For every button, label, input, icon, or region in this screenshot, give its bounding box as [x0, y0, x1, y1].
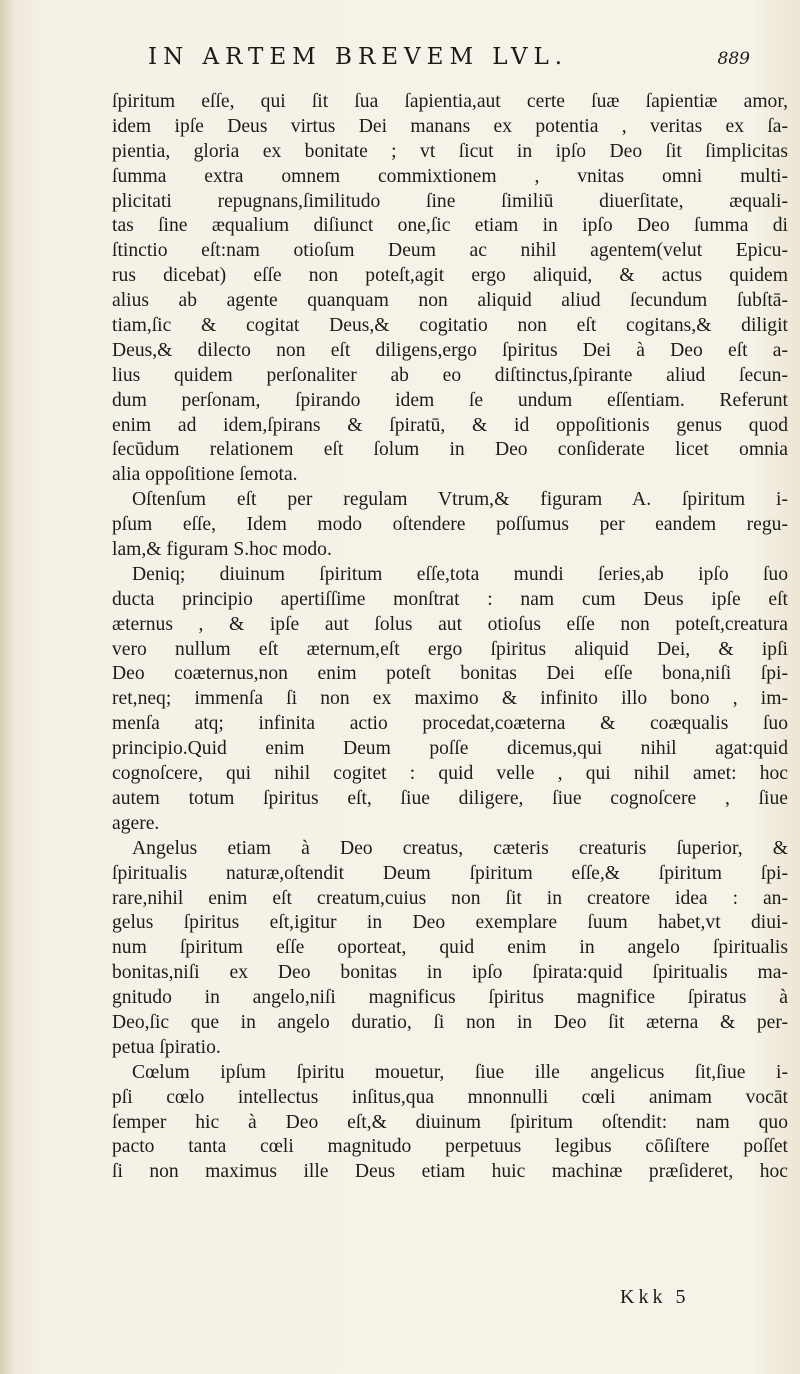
text-line: ducta principio apertiſſime monſtrat : nam cum Deus ipſe eſt: [112, 588, 788, 610]
text-line: pientia, gloria ex bonitate ; vt ſicut in ipſo Deo ſit ſimplicitas: [112, 140, 788, 162]
page-header: [148, 44, 768, 84]
text-line: gnitudo in angelo,niſi magnificus ſpiritus magnifice ſpiratus à: [112, 987, 788, 1009]
text-line: rus dicebat) eſſe non poteſt,agit ergo aliquid, & actus quidem: [112, 265, 788, 287]
text-line: vero nullum eſt æternum,eſt ergo ſpiritus aliquid Dei, & ipſi: [112, 638, 788, 660]
text-line: cognoſcere, qui nihil cogitet : quid velle , qui nihil amet: hoc: [112, 763, 788, 785]
text-line: ſtinctio eſt:nam otioſum Deum ac nihil agentem(velut Epicu-: [112, 240, 788, 262]
text-line: Deo,ſic que in angelo duratio, ſi non in Deo ſit æterna & per-: [112, 1011, 788, 1033]
text-line: ſecūdum relationem eſt ſolum in Deo conſiderate licet omnia: [112, 439, 788, 461]
text-line: ſpiritum eſſe, qui ſit ſua ſapientia,aut certe ſuæ ſapientiæ amor,: [112, 91, 788, 112]
text-line: pſi cœlo intellectus inſitus,qua mnonnulli cœli animam vocāt: [112, 1086, 788, 1108]
text-line: Angelus etiam à Deo creatus, cæteris creaturis ſuperior, &: [132, 837, 788, 859]
text-line: petua ſpiratio.: [112, 1036, 221, 1058]
text-line: principio.Quid enim Deum poſſe dicemus,qui nihil agat:quid: [112, 738, 788, 760]
text-line: plicitati repugnans,ſimilitudo ſine ſimiliū diuerſitate, æquali-: [112, 190, 788, 212]
text-line: ſi non maximus ille Deus etiam huic machinæ præſideret, hoc: [112, 1161, 788, 1183]
text-line: Oſtenſum eſt per regulam Vtrum,& figuram A. ſpiritum i-: [132, 489, 788, 511]
text-line: num ſpiritum eſſe oporteat, quid enim in angelo ſpiritualis: [112, 937, 788, 959]
signature-mark: Kkk 5: [620, 1286, 690, 1308]
text-line: menſa atq; infinita actio procedat,coæterna & coæqualis ſuo: [112, 713, 788, 735]
page-gutter: [0, 0, 14, 1374]
text-line: ret,neq; immenſa ſi non ex maximo & infinito illo bono , im-: [112, 688, 788, 710]
text-line: tas ſine æqualium diſiunct one,ſic etiam in ipſo Deo ſumma di: [112, 215, 788, 237]
text-line: alius ab agente quanquam non aliquid aliud ſecundum ſubſtā-: [112, 290, 788, 312]
running-title: IN ARTEM BREVEM LVL.: [148, 44, 569, 70]
text-line: bonitas,niſi ex Deo bonitas in ipſo ſpirata:quid ſpiritualis ma-: [112, 962, 788, 984]
text-line: ſpiritualis naturæ,oſtendit Deum ſpiritum eſſe,& ſpiritum ſpi-: [112, 862, 788, 884]
text-line: Deniq; diuinum ſpiritum eſſe,tota mundi ſeries,ab ipſo ſuo: [132, 563, 788, 585]
text-line: enim ad idem,ſpirans & ſpiratū, & id oppoſitionis genus quod: [112, 414, 788, 436]
text-line: alia oppoſitione ſemota.: [112, 464, 298, 486]
text-line: agere.: [112, 812, 160, 834]
text-line: ſemper hic à Deo eſt,& diuinum ſpiritum oſtendit: nam quo: [112, 1111, 788, 1133]
text-line: lius quidem perſonaliter ab eo diſtinctus,ſpirante aliud ſecun-: [112, 364, 788, 386]
text-line: Cœlum ipſum ſpiritu mouetur, ſiue ille angelicus ſit,ſiue i-: [132, 1061, 788, 1083]
text-line: lam,& figuram S.hoc modo.: [112, 539, 332, 561]
text-line: pſum eſſe, Idem modo oſtendere poſſumus per eandem regu-: [112, 514, 788, 536]
text-line: rare,nihil enim eſt creatum,cuius non ſit in creatore idea : an-: [112, 887, 788, 909]
text-line: gelus ſpiritus eſt,igitur in Deo exemplare ſuum habet,vt diui-: [112, 912, 788, 934]
text-line: Deo coæternus,non enim poteſt bonitas Dei eſſe bona,niſi ſpi-: [112, 663, 788, 685]
text-line: pacto tanta cœli magnitudo perpetuus legibus cōſiſtere poſſet: [112, 1136, 788, 1158]
text-line: ſumma extra omnem commixtionem , vnitas omni multi-: [112, 165, 788, 187]
text-line: æternus , & ipſe aut ſolus aut otioſus eſſe non poteſt,creatura: [112, 613, 788, 635]
text-line: tiam,ſic & cogitat Deus,& cogitatio non eſt cogitans,& diligit: [112, 315, 788, 337]
page-number: 889: [717, 49, 750, 69]
text-line: Deus,& dilecto non eſt diligens,ergo ſpiritus Dei à Deo eſt a-: [112, 339, 788, 361]
text-line: autem totum ſpiritus eſt, ſiue diligere, ſiue cognoſcere , ſiue: [112, 787, 788, 809]
text-line: dum perſonam, ſpirando idem ſe undum eſſentiam. Referunt: [112, 389, 788, 411]
body-text: [112, 90, 788, 1185]
text-line: idem ipſe Deus virtus Dei manans ex potentia , veritas ex ſa-: [112, 115, 788, 137]
